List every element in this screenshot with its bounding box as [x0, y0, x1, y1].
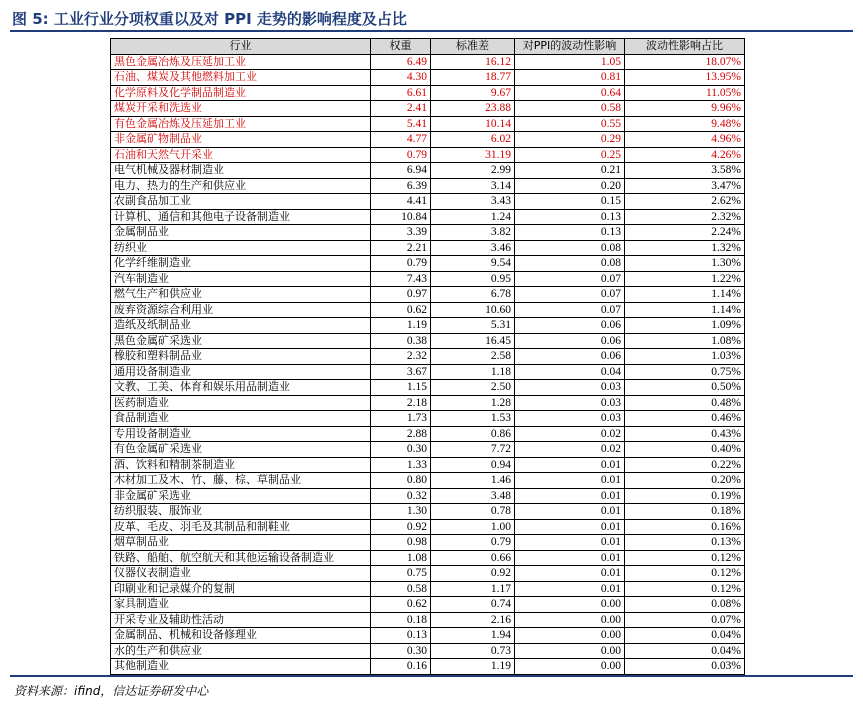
table-row	[111, 442, 745, 458]
weight-cell: 1.30	[371, 504, 431, 520]
std-cell: 0.92	[431, 566, 515, 582]
share-cell: 1.14%	[625, 302, 745, 318]
industry-cell: 黑色金属矿采选业	[111, 333, 371, 349]
industry-cell: 家具制造业	[111, 597, 371, 613]
std-cell: 1.46	[431, 473, 515, 489]
impact-cell: 0.00	[515, 628, 625, 644]
impact-cell: 0.00	[515, 659, 625, 675]
table-row	[111, 256, 745, 272]
table-row	[111, 364, 745, 380]
table-body	[111, 54, 745, 674]
table-row	[111, 101, 745, 117]
industry-cell: 水的生产和供应业	[111, 643, 371, 659]
std-cell: 3.82	[431, 225, 515, 241]
std-cell: 2.58	[431, 349, 515, 365]
share-cell: 0.46%	[625, 411, 745, 427]
table-row	[111, 519, 745, 535]
share-cell: 0.43%	[625, 426, 745, 442]
impact-cell: 0.02	[515, 442, 625, 458]
table-row	[111, 318, 745, 334]
weight-cell: 4.30	[371, 70, 431, 86]
std-cell: 2.99	[431, 163, 515, 179]
weight-cell: 0.79	[371, 256, 431, 272]
share-cell: 0.20%	[625, 473, 745, 489]
share-cell: 18.07%	[625, 54, 745, 70]
impact-cell: 0.25	[515, 147, 625, 163]
table-row	[111, 271, 745, 287]
table-row	[111, 643, 745, 659]
industry-cell: 金属制品业	[111, 225, 371, 241]
impact-cell: 0.81	[515, 70, 625, 86]
share-cell: 0.04%	[625, 628, 745, 644]
header-std: 标准差	[431, 39, 515, 55]
std-cell: 9.54	[431, 256, 515, 272]
std-cell: 1.24	[431, 209, 515, 225]
impact-cell: 0.01	[515, 550, 625, 566]
industry-cell: 酒、饮料和精制茶制造业	[111, 457, 371, 473]
impact-cell: 0.01	[515, 457, 625, 473]
industry-cell: 废弃资源综合利用业	[111, 302, 371, 318]
table-row	[111, 659, 745, 675]
industry-cell: 其他制造业	[111, 659, 371, 675]
table-row	[111, 628, 745, 644]
impact-cell: 0.08	[515, 240, 625, 256]
std-cell: 31.19	[431, 147, 515, 163]
industry-cell: 木材加工及木、竹、藤、棕、草制品业	[111, 473, 371, 489]
share-cell: 9.96%	[625, 101, 745, 117]
table-row	[111, 581, 745, 597]
share-cell: 1.03%	[625, 349, 745, 365]
share-cell: 0.18%	[625, 504, 745, 520]
table-row	[111, 333, 745, 349]
impact-cell: 0.20	[515, 178, 625, 194]
std-cell: 18.77	[431, 70, 515, 86]
weight-cell: 2.32	[371, 349, 431, 365]
std-cell: 1.17	[431, 581, 515, 597]
weight-cell: 0.97	[371, 287, 431, 303]
table-row	[111, 225, 745, 241]
std-cell: 0.78	[431, 504, 515, 520]
industry-cell: 金属制品、机械和设备修理业	[111, 628, 371, 644]
share-cell: 0.04%	[625, 643, 745, 659]
std-cell: 5.31	[431, 318, 515, 334]
weight-cell: 5.41	[371, 116, 431, 132]
share-cell: 0.12%	[625, 581, 745, 597]
impact-cell: 0.07	[515, 287, 625, 303]
std-cell: 1.28	[431, 395, 515, 411]
impact-cell: 0.01	[515, 473, 625, 489]
table-row	[111, 566, 745, 582]
std-cell: 0.86	[431, 426, 515, 442]
impact-cell: 0.55	[515, 116, 625, 132]
impact-cell: 0.00	[515, 643, 625, 659]
weight-cell: 0.30	[371, 643, 431, 659]
share-cell: 0.48%	[625, 395, 745, 411]
impact-cell: 0.01	[515, 488, 625, 504]
industry-cell: 仪器仪表制造业	[111, 566, 371, 582]
impact-cell: 0.13	[515, 225, 625, 241]
weight-cell: 1.15	[371, 380, 431, 396]
share-cell: 9.48%	[625, 116, 745, 132]
std-cell: 0.74	[431, 597, 515, 613]
impact-cell: 0.01	[515, 581, 625, 597]
impact-cell: 0.04	[515, 364, 625, 380]
industry-cell: 皮革、毛皮、羽毛及其制品和制鞋业	[111, 519, 371, 535]
share-cell: 0.50%	[625, 380, 745, 396]
table-row	[111, 612, 745, 628]
table-row	[111, 116, 745, 132]
std-cell: 6.78	[431, 287, 515, 303]
std-cell: 0.94	[431, 457, 515, 473]
table-row	[111, 302, 745, 318]
std-cell: 1.53	[431, 411, 515, 427]
impact-cell: 1.05	[515, 54, 625, 70]
std-cell: 0.79	[431, 535, 515, 551]
std-cell: 1.18	[431, 364, 515, 380]
industry-cell: 石油和天然气开采业	[111, 147, 371, 163]
table-row	[111, 178, 745, 194]
industry-cell: 纺织服装、服饰业	[111, 504, 371, 520]
industry-cell: 文教、工美、体育和娱乐用品制造业	[111, 380, 371, 396]
industry-cell: 电力、热力的生产和供应业	[111, 178, 371, 194]
table-row	[111, 194, 745, 210]
table-row	[111, 457, 745, 473]
weight-cell: 1.33	[371, 457, 431, 473]
std-cell: 10.14	[431, 116, 515, 132]
table-row	[111, 70, 745, 86]
std-cell: 1.00	[431, 519, 515, 535]
table-row	[111, 85, 745, 101]
industry-cell: 石油、煤炭及其他燃料加工业	[111, 70, 371, 86]
weight-cell: 7.43	[371, 271, 431, 287]
industry-cell: 食品制造业	[111, 411, 371, 427]
std-cell: 7.72	[431, 442, 515, 458]
std-cell: 23.88	[431, 101, 515, 117]
industry-cell: 橡胶和塑料制品业	[111, 349, 371, 365]
impact-cell: 0.07	[515, 271, 625, 287]
table-row	[111, 380, 745, 396]
std-cell: 0.95	[431, 271, 515, 287]
std-cell: 0.66	[431, 550, 515, 566]
source-note: 资料来源：ifind，信达证券研发中心	[14, 684, 209, 698]
footer-divider	[10, 675, 853, 677]
industry-cell: 计算机、通信和其他电子设备制造业	[111, 209, 371, 225]
weight-cell: 0.58	[371, 581, 431, 597]
weight-cell: 0.75	[371, 566, 431, 582]
table-row	[111, 163, 745, 179]
impact-cell: 0.02	[515, 426, 625, 442]
std-cell: 3.46	[431, 240, 515, 256]
table-row	[111, 287, 745, 303]
share-cell: 0.03%	[625, 659, 745, 675]
std-cell: 9.67	[431, 85, 515, 101]
impact-cell: 0.03	[515, 380, 625, 396]
header-industry: 行业	[111, 39, 371, 55]
share-cell: 0.07%	[625, 612, 745, 628]
weight-cell: 4.41	[371, 194, 431, 210]
share-cell: 0.40%	[625, 442, 745, 458]
share-cell: 0.22%	[625, 457, 745, 473]
share-cell: 13.95%	[625, 70, 745, 86]
share-cell: 1.14%	[625, 287, 745, 303]
std-cell: 1.19	[431, 659, 515, 675]
std-cell: 1.94	[431, 628, 515, 644]
weight-cell: 1.19	[371, 318, 431, 334]
weight-cell: 0.30	[371, 442, 431, 458]
industry-cell: 非金属矿采选业	[111, 488, 371, 504]
header-weight: 权重	[371, 39, 431, 55]
table-row	[111, 488, 745, 504]
impact-cell: 0.21	[515, 163, 625, 179]
table-row	[111, 504, 745, 520]
figure-title-bar	[10, 4, 853, 32]
industry-cell: 非金属矿物制品业	[111, 132, 371, 148]
impact-cell: 0.01	[515, 566, 625, 582]
impact-cell: 0.03	[515, 411, 625, 427]
std-cell: 10.60	[431, 302, 515, 318]
share-cell: 1.08%	[625, 333, 745, 349]
share-cell: 0.13%	[625, 535, 745, 551]
share-cell: 0.08%	[625, 597, 745, 613]
weight-cell: 0.80	[371, 473, 431, 489]
std-cell: 16.45	[431, 333, 515, 349]
weight-cell: 6.94	[371, 163, 431, 179]
weight-cell: 0.38	[371, 333, 431, 349]
weight-cell: 0.32	[371, 488, 431, 504]
share-cell: 1.32%	[625, 240, 745, 256]
industry-cell: 医药制造业	[111, 395, 371, 411]
std-cell: 3.48	[431, 488, 515, 504]
impact-cell: 0.00	[515, 597, 625, 613]
std-cell: 3.14	[431, 178, 515, 194]
impact-cell: 0.06	[515, 318, 625, 334]
share-cell: 3.47%	[625, 178, 745, 194]
share-cell: 0.19%	[625, 488, 745, 504]
weight-cell: 0.98	[371, 535, 431, 551]
table-row	[111, 395, 745, 411]
weight-cell: 0.92	[371, 519, 431, 535]
table-row	[111, 147, 745, 163]
std-cell: 0.73	[431, 643, 515, 659]
weight-cell: 6.39	[371, 178, 431, 194]
table-row	[111, 349, 745, 365]
share-cell: 1.22%	[625, 271, 745, 287]
table-row	[111, 597, 745, 613]
std-cell: 2.50	[431, 380, 515, 396]
industry-cell: 化学纤维制造业	[111, 256, 371, 272]
industry-cell: 化学原料及化学制品制造业	[111, 85, 371, 101]
table-row	[111, 550, 745, 566]
table-row	[111, 535, 745, 551]
impact-cell: 0.64	[515, 85, 625, 101]
weight-cell: 3.67	[371, 364, 431, 380]
industry-cell: 农副食品加工业	[111, 194, 371, 210]
impact-cell: 0.00	[515, 612, 625, 628]
std-cell: 2.16	[431, 612, 515, 628]
share-cell: 2.62%	[625, 194, 745, 210]
share-cell: 0.12%	[625, 566, 745, 582]
table-row	[111, 132, 745, 148]
impact-cell: 0.06	[515, 349, 625, 365]
table-row	[111, 473, 745, 489]
industry-cell: 煤炭开采和洗选业	[111, 101, 371, 117]
industry-cell: 有色金属冶炼及压延加工业	[111, 116, 371, 132]
weight-cell: 0.79	[371, 147, 431, 163]
table-header-row	[111, 39, 745, 55]
header-ppi-impact: 对PPI的波动性影响	[515, 39, 625, 55]
table-container	[110, 38, 745, 675]
table-row	[111, 209, 745, 225]
impact-cell: 0.03	[515, 395, 625, 411]
figure-title: 图 5: 工业行业分项权重以及对 PPI 走势的影响程度及占比	[12, 10, 407, 28]
impact-cell: 0.01	[515, 519, 625, 535]
share-cell: 0.16%	[625, 519, 745, 535]
weight-cell: 1.08	[371, 550, 431, 566]
industry-cell: 电气机械及器材制造业	[111, 163, 371, 179]
weight-cell: 6.49	[371, 54, 431, 70]
impact-cell: 0.15	[515, 194, 625, 210]
share-cell: 11.05%	[625, 85, 745, 101]
industry-cell: 有色金属矿采选业	[111, 442, 371, 458]
share-cell: 2.24%	[625, 225, 745, 241]
impact-cell: 0.01	[515, 504, 625, 520]
std-cell: 3.43	[431, 194, 515, 210]
table-row	[111, 426, 745, 442]
share-cell: 0.12%	[625, 550, 745, 566]
table-row	[111, 240, 745, 256]
industry-cell: 开采专业及辅助性活动	[111, 612, 371, 628]
industry-cell: 通用设备制造业	[111, 364, 371, 380]
weight-cell: 0.62	[371, 597, 431, 613]
share-cell: 2.32%	[625, 209, 745, 225]
industry-cell: 黑色金属冶炼及压延加工业	[111, 54, 371, 70]
share-cell: 1.30%	[625, 256, 745, 272]
share-cell: 3.58%	[625, 163, 745, 179]
weight-cell: 2.88	[371, 426, 431, 442]
industry-cell: 印刷业和记录媒介的复制	[111, 581, 371, 597]
industry-cell: 铁路、船舶、航空航天和其他运输设备制造业	[111, 550, 371, 566]
industry-cell: 专用设备制造业	[111, 426, 371, 442]
weight-cell: 1.73	[371, 411, 431, 427]
share-cell: 4.96%	[625, 132, 745, 148]
impact-cell: 0.06	[515, 333, 625, 349]
industry-cell: 造纸及纸制品业	[111, 318, 371, 334]
weight-cell: 2.18	[371, 395, 431, 411]
table-row	[111, 411, 745, 427]
industry-cell: 烟草制品业	[111, 535, 371, 551]
share-cell: 1.09%	[625, 318, 745, 334]
weight-cell: 2.41	[371, 101, 431, 117]
weight-cell: 0.16	[371, 659, 431, 675]
std-cell: 16.12	[431, 54, 515, 70]
industry-cell: 汽车制造业	[111, 271, 371, 287]
impact-cell: 0.01	[515, 535, 625, 551]
industry-ppi-table	[110, 38, 745, 675]
share-cell: 4.26%	[625, 147, 745, 163]
impact-cell: 0.08	[515, 256, 625, 272]
std-cell: 6.02	[431, 132, 515, 148]
weight-cell: 6.61	[371, 85, 431, 101]
weight-cell: 10.84	[371, 209, 431, 225]
table-row	[111, 54, 745, 70]
industry-cell: 燃气生产和供应业	[111, 287, 371, 303]
weight-cell: 0.62	[371, 302, 431, 318]
impact-cell: 0.07	[515, 302, 625, 318]
impact-cell: 0.29	[515, 132, 625, 148]
industry-cell: 纺织业	[111, 240, 371, 256]
weight-cell: 3.39	[371, 225, 431, 241]
weight-cell: 2.21	[371, 240, 431, 256]
weight-cell: 0.18	[371, 612, 431, 628]
impact-cell: 0.13	[515, 209, 625, 225]
impact-cell: 0.58	[515, 101, 625, 117]
share-cell: 0.75%	[625, 364, 745, 380]
weight-cell: 4.77	[371, 132, 431, 148]
weight-cell: 0.13	[371, 628, 431, 644]
header-impact-share: 波动性影响占比	[625, 39, 745, 55]
